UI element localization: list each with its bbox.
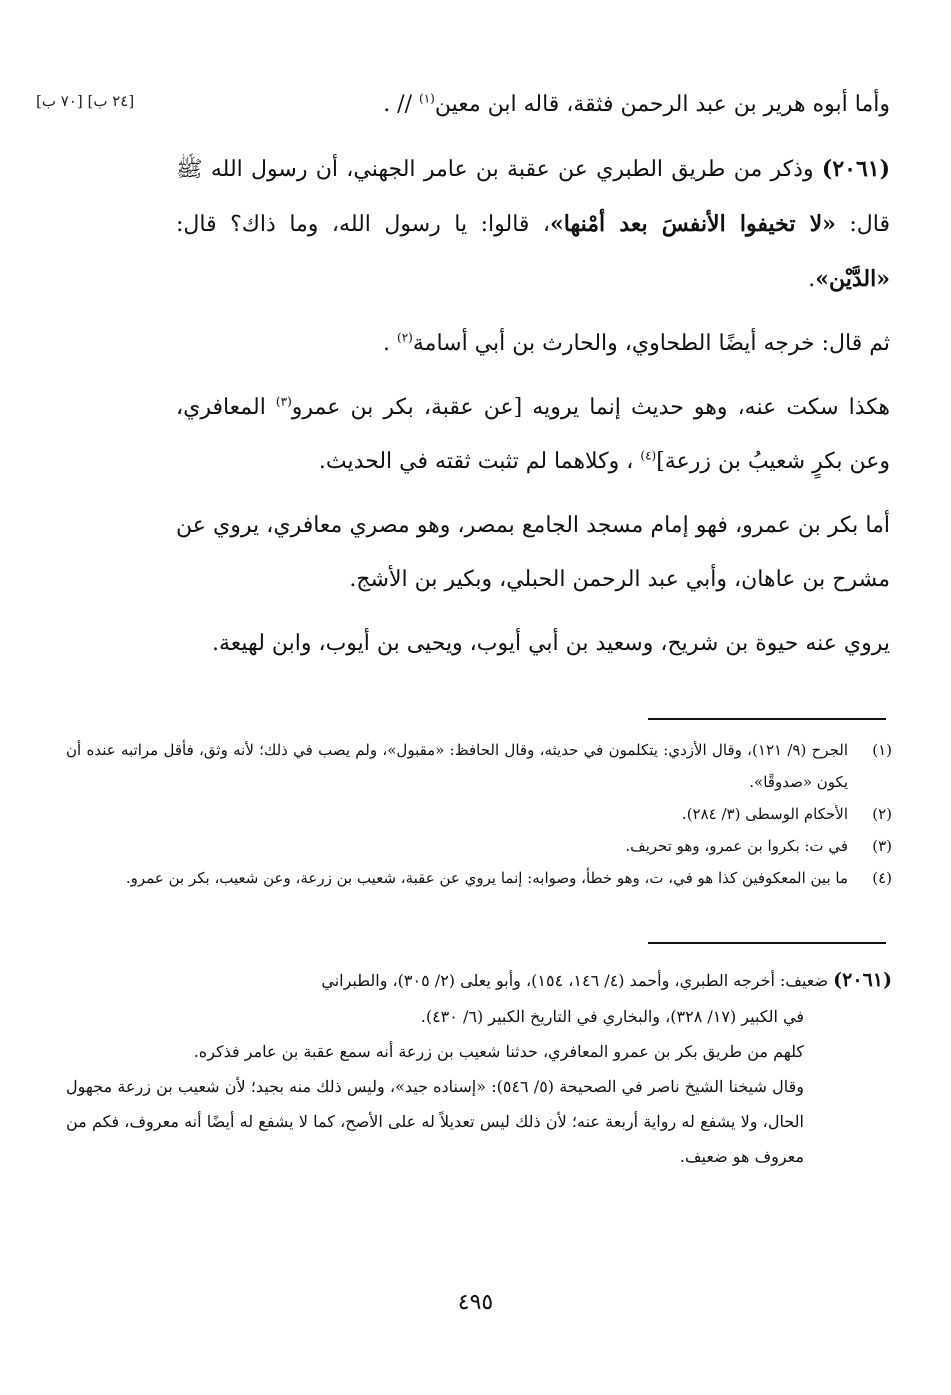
hadith-text-b: ، قالوا: يا رسول الله، وما ذاك؟ قال: xyxy=(176,212,551,237)
paragraph-hadith xyxy=(176,142,890,307)
paragraph-4-text-a: هكذا سكت عنه، وهو حديث إنما يرويه [عن عقبة، بكر بن عمرو xyxy=(291,395,890,420)
footnote-4 xyxy=(66,862,892,894)
paragraph-1-text: وأما أبوه هرير بن عبد الرحمن فثقة، قاله ابن معين xyxy=(434,92,890,117)
paragraph-4-text-c: ، وكلاهما لم تثبت ثقته في الحديث. xyxy=(318,449,641,474)
takhrij-first-line xyxy=(66,962,892,999)
footnote-ref-3[interactable]: (٣) xyxy=(275,394,292,409)
footnote-number: (٢) xyxy=(872,805,892,823)
hadith-quote: «لا تخيفوا الأنفسَ بعد أمْنها» xyxy=(550,211,836,237)
takhrij-line: في الكبير (١٧/ ٣٢٨)، والبخاري في التاريخ الكبير (٦/ ٤٣٠). xyxy=(420,1007,804,1026)
hadith-text-c: . xyxy=(808,267,816,292)
takhrij-section xyxy=(66,962,892,1174)
footnote-ref-4[interactable]: (٤) xyxy=(640,448,657,463)
footnote-number: (٣) xyxy=(872,837,892,855)
footnote-2 xyxy=(66,798,892,830)
footnote-divider xyxy=(648,718,886,720)
takhrij-line: كلهم من طريق بكر بن عمرو المعافري، حدثنا شعيب بن زرعة أنه سمع عقبة بن عامر فذكره. xyxy=(193,1042,804,1061)
paragraph-4-text-b: المعافري، وعن بكرٍ شعيبُ بن زرعة] xyxy=(176,395,890,474)
hadith-quote-2: «الدَّيْن» xyxy=(815,266,890,292)
footnote-text: في ت: بكروا بن عمرو، وهو تحريف. xyxy=(625,837,848,855)
footnote-3 xyxy=(66,830,892,862)
footnote-number: (١) xyxy=(872,741,892,759)
footnote-1 xyxy=(66,734,892,798)
paragraph-4 xyxy=(176,381,890,489)
paragraph-5: أما بكر بن عمرو، فهو إمام مسجد الجامع بمصر، وهو مصري معافري، يروي عن مشرح بن عاهان، وأبي عبد الرحمن الحبلي، وبكير بن الأشج. xyxy=(176,513,890,592)
paragraph-3 xyxy=(176,317,890,371)
page-number: ٤٩٥ xyxy=(457,1290,494,1315)
paragraph-1 xyxy=(176,78,890,132)
paragraph-6: يروي عنه حيوة بن شريح، وسعيد بن أبي أيوب، ويحيى بن أيوب، وابن لهيعة. xyxy=(212,631,890,656)
footnote-text: الأحكام الوسطى (٣/ ٢٨٤). xyxy=(681,805,848,823)
footnote-ref-1[interactable]: (١) xyxy=(419,91,435,106)
takhrij-number: (٢٠٦١) xyxy=(833,969,892,991)
paragraph-3-end: . xyxy=(383,331,398,356)
takhrij-grade: ضعيف: أخرجه الطبري، وأحمد (٤/ ١٤٦، ١٥٤)، وأبو يعلى (٢/ ٣٠٥)، والطبراني xyxy=(321,971,834,990)
takhrij-line: وقال شيخنا الشيخ ناصر في الصحيحة (٥/ ٥٤٦): «إسناده جيد»، وليس ذلك منه بجيد؛ لأن شعيب بن زرعة مجهول الحال، ولا يشفع له رواية أربعة عنه؛ لأن ذلك ليس تعديلاً له على الأصح، كما لا يشفع له أيضًا أنه معروف، فكم من معروف هو ضعيف. xyxy=(66,1077,804,1166)
paragraph-1-end: // . xyxy=(383,92,419,117)
main-text xyxy=(176,78,890,671)
footnote-ref-2[interactable]: (٢) xyxy=(397,330,413,345)
paragraph-3-text: ثم قال: خرجه أيضًا الطحاوي، والحارث بن أبي أسامة xyxy=(412,331,890,356)
footnotes xyxy=(66,734,892,894)
manuscript-folio-ref: [٢٤ ب] [٧٠ ب] xyxy=(36,92,135,110)
footnote-number: (٤) xyxy=(872,869,892,887)
footnote-text: الجرح (٩/ ١٢١)، وقال الأزدي: يتكلمون في حديثه، وقال الحافظ: «مقبول»، ولم يصب في ذلك؛ لأنه وثق، فأقل مراتبه عنده أن يكون «صدوقًا». xyxy=(66,741,849,791)
hadith-text-a: وذكر من طريق الطبري عن عقبة بن عامر الجهني، أن رسول الله ﷺ قال: xyxy=(176,157,891,237)
takhrij-divider xyxy=(648,942,886,944)
hadith-number: (٢٠٦١) xyxy=(821,156,890,182)
footnote-text: ما بين المعكوفين كذا هو في، ت، وهو خطأ، وصوابه: إنما يروي عن عقبة، شعيب بن زرعة، وعن شعيب، بكر بن عمرو. xyxy=(125,869,848,887)
